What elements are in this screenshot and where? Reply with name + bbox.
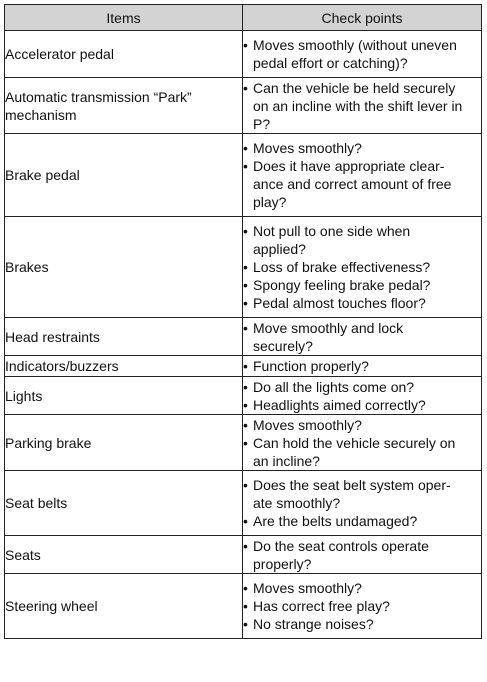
check-point	[243, 579, 481, 597]
check-point-text: applied?	[253, 241, 306, 257]
check-point-text: Can hold the vehicle securely on	[253, 434, 456, 451]
item-cell	[5, 377, 243, 415]
check-point-text: Are the belts undamaged?	[253, 513, 418, 529]
check-point-text: properly?	[253, 555, 312, 572]
item-label-line: Brakes	[5, 259, 49, 275]
check-point-text: Do the seat controls operate	[253, 537, 429, 554]
check-point	[243, 476, 481, 512]
inspection-checklist-table	[4, 4, 482, 639]
check-point-text: Pedal almost touches floor?	[253, 295, 426, 311]
check-point	[243, 79, 481, 133]
item-cell	[5, 356, 243, 377]
item-label-line: Seats	[5, 546, 41, 563]
check-point-text: P?	[253, 115, 271, 132]
table-row	[5, 471, 482, 536]
check-point-text: Headlights aimed correctly?	[253, 396, 426, 413]
table-row	[5, 217, 482, 318]
check-point-text: Spongy feeling brake pedal?	[253, 277, 431, 293]
check-points-cell	[243, 318, 482, 356]
check-point	[243, 357, 481, 375]
item-cell	[5, 471, 243, 536]
check-point	[243, 294, 481, 312]
table-header	[5, 5, 482, 31]
item-label-line: Seat belts	[5, 495, 68, 511]
check-point	[243, 512, 481, 530]
check-point-text: Not pull to one side when	[253, 223, 411, 239]
check-point	[243, 139, 481, 157]
check-point	[243, 258, 481, 276]
item-label-line: Brake pedal	[5, 167, 80, 183]
check-point-text: pedal effort or catching)?	[253, 55, 408, 71]
table-row	[5, 415, 482, 471]
check-point-text: No strange noises?	[253, 616, 374, 632]
item-label-line: Indicators/buzzers	[5, 358, 119, 374]
check-points-cell	[243, 536, 482, 574]
check-point	[243, 36, 481, 72]
check-point-text: Does the seat belt system oper-	[253, 477, 451, 493]
check-point-text: Moves smoothly?	[253, 580, 362, 596]
item-cell	[5, 31, 243, 78]
check-point-text: on an incline with the shift lever in	[253, 97, 463, 114]
check-points-cell	[243, 471, 482, 536]
table-row	[5, 536, 482, 574]
check-point	[243, 597, 481, 615]
item-cell	[5, 415, 243, 471]
check-point	[243, 396, 481, 414]
check-points-cell	[243, 31, 482, 78]
check-point-text: Function properly?	[253, 358, 369, 374]
item-cell	[5, 78, 243, 134]
item-cell	[5, 536, 243, 574]
check-point-text: ance and correct amount of free	[253, 176, 452, 192]
check-point	[243, 222, 481, 258]
check-point	[243, 537, 481, 573]
table-body	[5, 31, 482, 639]
check-point	[243, 416, 481, 434]
item-label-line: Accelerator pedal	[5, 46, 114, 62]
check-point	[243, 276, 481, 294]
table-row	[5, 377, 482, 415]
item-label-line: mechanism	[5, 106, 77, 123]
item-label-line: Lights	[5, 387, 43, 404]
item-label-line: Parking brake	[5, 434, 92, 451]
check-point-text: Loss of brake effectiveness?	[253, 259, 431, 275]
check-points-cell	[243, 415, 482, 471]
check-point-text: play?	[253, 194, 287, 210]
table-row	[5, 31, 482, 78]
check-point	[243, 615, 481, 633]
check-point	[243, 434, 481, 470]
check-point-text: Moves smoothly (without uneven	[253, 37, 457, 53]
check-point	[243, 378, 481, 396]
check-point-text: Moves smoothly?	[253, 140, 362, 156]
check-points-cell	[243, 134, 482, 217]
table-row	[5, 574, 482, 639]
check-point	[243, 319, 481, 355]
item-label-line: Head restraints	[5, 328, 100, 345]
check-point-text: Moves smoothly?	[253, 416, 362, 433]
item-cell	[5, 134, 243, 217]
item-cell	[5, 217, 243, 318]
check-points-cell	[243, 78, 482, 134]
header-check-points: Check points	[243, 5, 482, 31]
check-point	[243, 157, 481, 211]
check-point-text: Move smoothly and lock	[253, 319, 404, 336]
check-points-cell	[243, 574, 482, 639]
check-point-text: securely?	[253, 337, 313, 354]
table-row	[5, 134, 482, 217]
item-label-line: Automatic transmission “Park”	[5, 88, 192, 105]
item-label-line: Steering wheel	[5, 598, 98, 614]
check-points-cell	[243, 377, 482, 415]
check-point-text: Does it have appropriate clear-	[253, 158, 445, 174]
check-points-cell	[243, 356, 482, 377]
check-point-text: Can the vehicle be held securely	[253, 79, 456, 96]
check-point-text: an incline?	[253, 452, 320, 469]
check-point-text: Has correct free play?	[253, 598, 390, 614]
item-cell	[5, 574, 243, 639]
table-row	[5, 78, 482, 134]
header-items: Items	[5, 5, 243, 31]
check-point-text: Do all the lights come on?	[253, 378, 415, 395]
check-point-text: ate smoothly?	[253, 495, 341, 511]
item-cell	[5, 318, 243, 356]
header-row	[5, 5, 482, 31]
table-row	[5, 356, 482, 377]
check-points-cell	[243, 217, 482, 318]
table-row	[5, 318, 482, 356]
